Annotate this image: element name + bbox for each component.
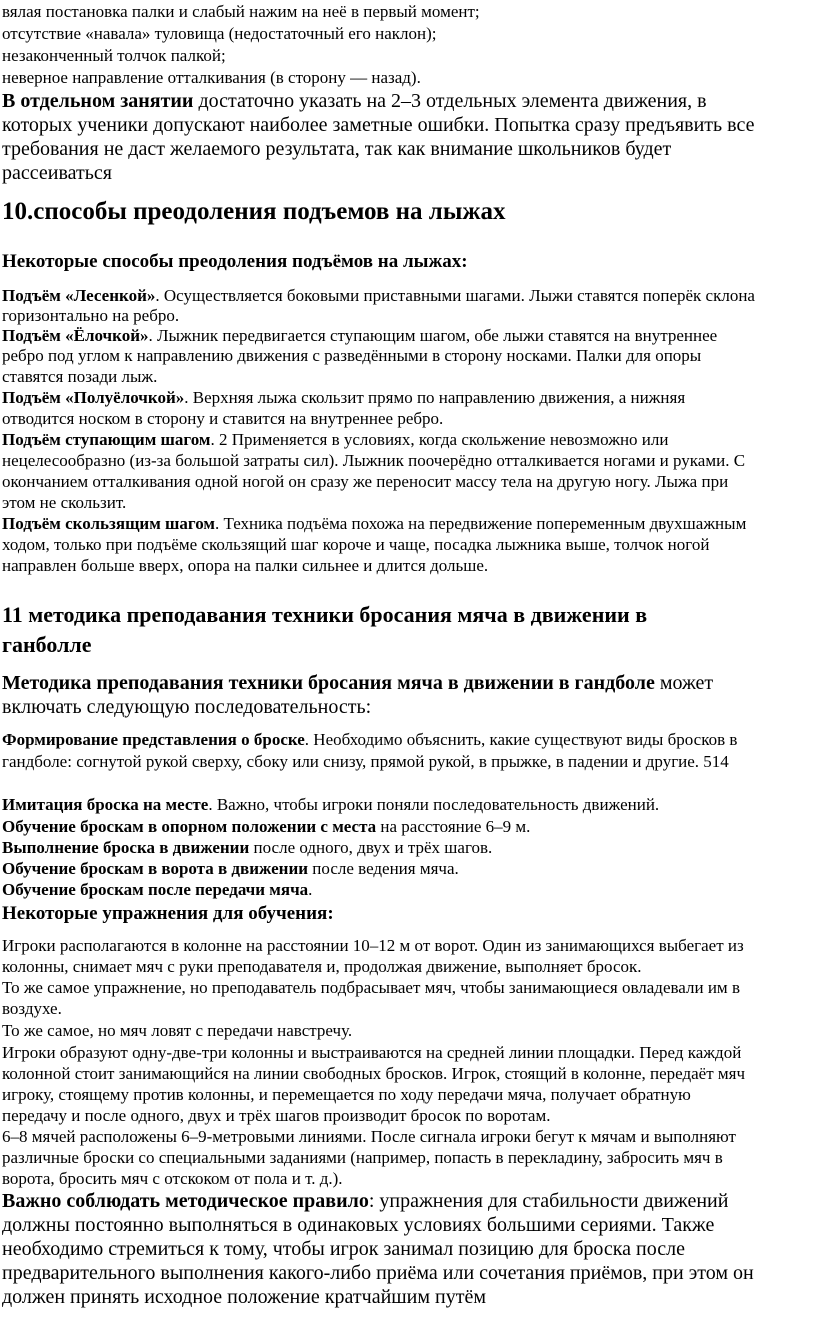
exercise-line-3: То же самое упражнение, но преподаватель подбрасывает мяч, чтобы занимающиеся овладевали им в [2,978,740,997]
herringbone-line-3: ставятся позади лыж. [2,367,158,386]
herringbone-line-2: ребро под углом к направлению движения с разведёнными в сторону носками. Палки для опоры [2,346,702,365]
half-herringbone-line-1: Подъём «Полуёлочкой». Верхняя лыжа скользит прямо по направлению движения, а нижняя [2,388,686,407]
exercise-line-7: колонной стоит занимающийся на линии свободных бросков. Игрок, стоящий в колонне, передаёт мяч [2,1064,746,1083]
heading-10: 10.способы преодоления подъемов на лыжах [2,198,506,225]
herringbone-line-1: Подъём «Ёлочкой». Лыжник передвигается ступающим шагом, обе лыжи ставятся на внутреннее [2,326,718,345]
exercises-heading: Некоторые упражнения для обучения: [2,903,334,924]
step-support: Обучение броскам в опорном положении с места на расстояние 6–9 м. [2,817,531,836]
exercise-line-8: игроку, стоящему против колонны, и перемещается по ходу передачи мяча, получает обратную [2,1085,691,1104]
formation-line-1: Формирование представления о броске. Необходимо объяснить, какие существуют виды бросков в [2,730,738,749]
rule-line-1: Важно соблюдать методическое правило: упражнения для стабильности движений [2,1190,729,1212]
para1-bold: В отдельном занятии [2,90,194,112]
para1-line-3: требования не даст желаемого результата, так как внимание школьников будет [2,138,672,160]
sliding-line-2: ходом, только при подъёме скользящий шаг короче и чаще, посадка лыжника выше, толчок ногой [2,535,710,554]
exercise-line-9: передачу и после одного, двух и трёх шагов производит бросок по воротам. [2,1106,551,1125]
exercise-line-12: ворота, бросить мяч с отскоком от пола и т. д.). [2,1169,343,1188]
rule-bold: Важно соблюдать методическое правило [2,1190,369,1212]
formation-title: Формирование представления о броске [2,730,305,749]
herringbone-title: Подъём «Ёлочкой» [2,326,149,345]
exercise-line-2: колонны, снимает мяч с руки преподавателя и, продолжая движение, выполняет бросок. [2,957,642,976]
sliding-line-3: направлен больше вверх, опора на палки сильнее и длится дольше. [2,556,489,575]
step-after-pass: Обучение броскам после передачи мяча. [2,880,313,899]
stepping-line-1: Подъём ступающим шагом. 2 Применяется в условиях, когда скольжение невозможно или [2,430,669,449]
heading-11-line-1: 11 методика преподавания техники бросания мяча в движении в [2,602,648,627]
para1-line-1: В отдельном занятии достаточно указать на 2–3 отдельных элемента движения, в [2,90,707,112]
ladder-line-2: горизонтально на ребро. [2,306,180,325]
intro-line-3: незаконченный толчок палкой; [2,46,226,65]
intro-line-1: вялая постановка палки и слабый нажим на неё в первый момент; [2,2,480,21]
stepping-line-3: окончанием отталкивания одной ногой он сразу же переносит массу тела на другую ногу. Лыжа при [2,472,729,491]
rule-line-4: предварительного выполнения какого-либо приёма или сочетания приёмов, при этом он [2,1262,754,1284]
ladder-line-1: Подъём «Лесенкой». Осуществляется боковыми приставными шагами. Лыжи ставятся поперёк склона [2,286,755,305]
intro-line-4: неверное направление отталкивания (в сторону — назад). [2,68,421,87]
subheading-10: Некоторые способы преодоления подъёмов на лыжах: [2,251,468,272]
method-intro-line-2: включать следующую последовательность: [2,696,372,718]
rule-line-5: должен принять исходное положение кратчайшим путём [2,1286,487,1308]
para1-line-2: которых ученики допускают наиболее заметные ошибки. Попытка сразу предъявить все [2,114,755,136]
exercise-line-10: 6–8 мячей расположены 6–9-метровыми линиями. После сигнала игроки бегут к мячам и выполняют [2,1127,736,1146]
sliding-line-1: Подъём скользящим шагом. Техника подъёма похожа на передвижение попеременным двухшажным [2,514,747,533]
half-herringbone-line-2: отводится носком в сторону и ставится на внутреннее ребро. [2,409,444,428]
para1-line-4: рассеиваться [2,162,112,184]
heading-11-line-2: ганболле [2,632,92,657]
stepping-title: Подъём ступающим шагом [2,430,211,449]
step-goal: Обучение броскам в ворота в движении после ведения мяча. [2,859,459,878]
stepping-line-4: этом не скользит. [2,493,127,512]
step-imitation: Имитация броска на месте. Важно, чтобы игроки поняли последовательность движений. [2,795,660,814]
intro-line-2: отсутствие «навала» туловища (недостаточный его наклон); [2,24,437,43]
exercise-line-5: То же самое, но мяч ловят с передачи навстречу. [2,1021,353,1040]
ladder-title: Подъём «Лесенкой» [2,286,156,305]
stepping-line-2: нецелесообразно (из-за большой затраты сил). Лыжник поочерёдно отталкивается ногами и руками. С [2,451,746,470]
method-intro-line-1: Методика преподавания техники бросания мяча в движении в гандболе может [2,672,714,694]
exercise-line-4: воздухе. [2,999,62,1018]
exercise-line-1: Игроки располагаются в колонне на расстоянии 10–12 м от ворот. Один из занимающихся выбегает из [2,936,744,955]
formation-line-2: гандболе: согнутой рукой сверху, сбоку или снизу, прямой рукой, в прыжке, в падении и другие. 514 [2,752,729,771]
sliding-title: Подъём скользящим шагом [2,514,215,533]
exercise-line-11: различные броски со специальными заданиями (например, попасть в перекладину, забросить мяч в [2,1148,723,1167]
exercise-line-6: Игроки образуют одну-две-три колонны и выстраиваются на средней линии площадки. Перед каждой [2,1043,742,1062]
method-intro-bold: Методика преподавания техники бросания мяча в движении в гандболе [2,672,655,694]
step-in-motion: Выполнение броска в движении после одного, двух и трёх шагов. [2,838,493,857]
rule-line-3: необходимо стремиться к тому, чтобы игрок занимал позицию для броска после [2,1238,685,1260]
half-herringbone-title: Подъём «Полуёлочкой» [2,388,185,407]
rule-line-2: должны постоянно выполняться в одинаковых условиях большими сериями. Также [2,1214,715,1236]
